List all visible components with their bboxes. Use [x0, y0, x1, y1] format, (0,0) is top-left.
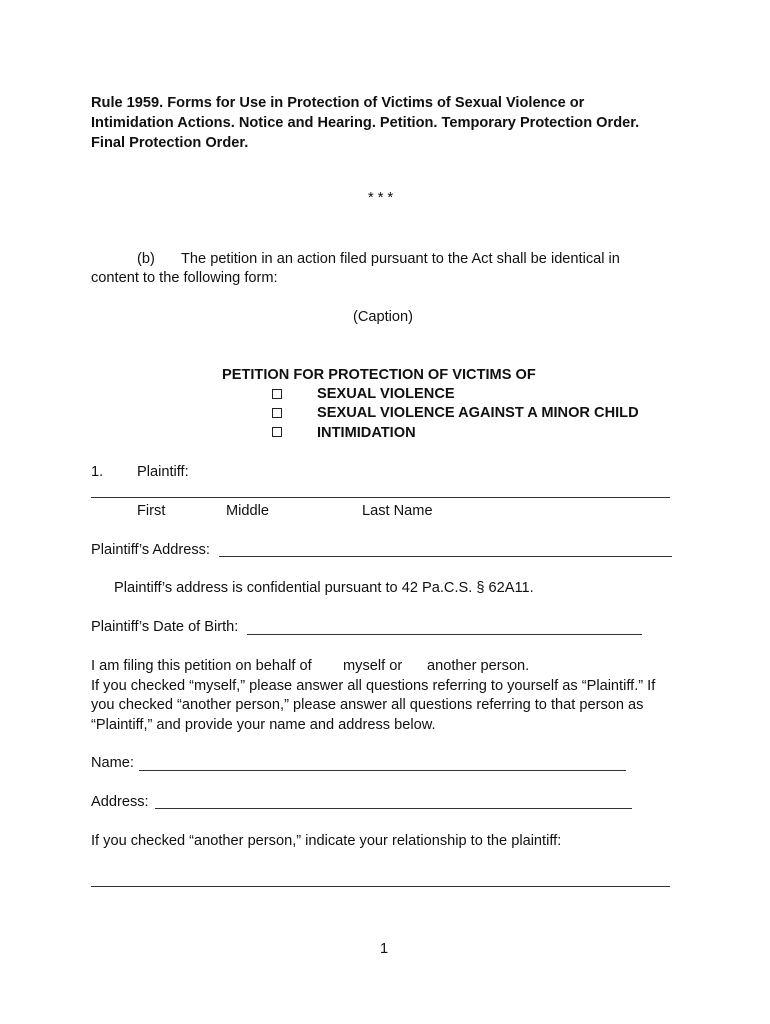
- last-name-label: Last Name: [362, 503, 433, 519]
- filer-address-label: Address:: [91, 794, 149, 810]
- intimidation-checkbox[interactable]: [272, 427, 282, 437]
- rule-title-line-3: Final Protection Order.: [91, 135, 249, 151]
- section-number: 1.: [91, 464, 104, 480]
- plaintiff-label: Plaintiff:: [137, 464, 189, 480]
- confidential-text: Plaintiff’s address is confidential pursuant to 42 Pa.C.S. § 62A11.: [114, 580, 534, 596]
- plaintiff-name-line[interactable]: [91, 497, 670, 498]
- dob-label: Plaintiff’s Date of Birth:: [91, 619, 239, 635]
- section-separator: * * *: [368, 190, 394, 206]
- minor-child-checkbox[interactable]: [272, 408, 282, 418]
- intro-line-2: content to the following form:: [91, 270, 278, 286]
- intro-label: (b): [137, 251, 155, 267]
- dob-line[interactable]: [247, 634, 642, 635]
- intro-line-1: The petition in an action filed pursuant to the Act shall be identical in: [181, 251, 620, 267]
- name-line[interactable]: [139, 770, 626, 771]
- page-number: 1: [380, 941, 389, 957]
- another-person-option[interactable]: another person.: [427, 658, 530, 674]
- address-line[interactable]: [219, 556, 672, 557]
- instructions-line-3: “Plaintiff,” and provide your name and address below.: [91, 717, 436, 733]
- intimidation-option: INTIMIDATION: [317, 425, 416, 441]
- petition-title: PETITION FOR PROTECTION OF VICTIMS OF: [222, 367, 536, 383]
- minor-child-option: SEXUAL VIOLENCE AGAINST A MINOR CHILD: [317, 405, 639, 421]
- middle-name-label: Middle: [226, 503, 269, 519]
- address-label: Plaintiff’s Address:: [91, 542, 210, 558]
- myself-option[interactable]: myself or: [343, 658, 403, 674]
- filing-prefix: I am filing this petition on behalf of: [91, 658, 312, 674]
- instructions-line-2: you checked “another person,” please answer all questions referring to that person as: [91, 697, 644, 713]
- rule-title-line-1: Rule 1959. Forms for Use in Protection of Victims of Sexual Violence or: [91, 95, 585, 111]
- relationship-line[interactable]: [91, 886, 670, 887]
- name-label: Name:: [91, 755, 134, 771]
- relationship-label: If you checked “another person,” indicate your relationship to the plaintiff:: [91, 833, 562, 849]
- first-name-label: First: [137, 503, 166, 519]
- rule-title-line-2: Intimidation Actions. Notice and Hearing. Petition. Temporary Protection Order.: [91, 115, 640, 131]
- caption-label: (Caption): [353, 309, 414, 325]
- sexual-violence-checkbox[interactable]: [272, 389, 282, 399]
- instructions-line-1: If you checked “myself,” please answer all questions referring to yourself as “Plaintiff.” If: [91, 678, 656, 694]
- filer-address-line[interactable]: [155, 808, 632, 809]
- sexual-violence-option: SEXUAL VIOLENCE: [317, 386, 455, 402]
